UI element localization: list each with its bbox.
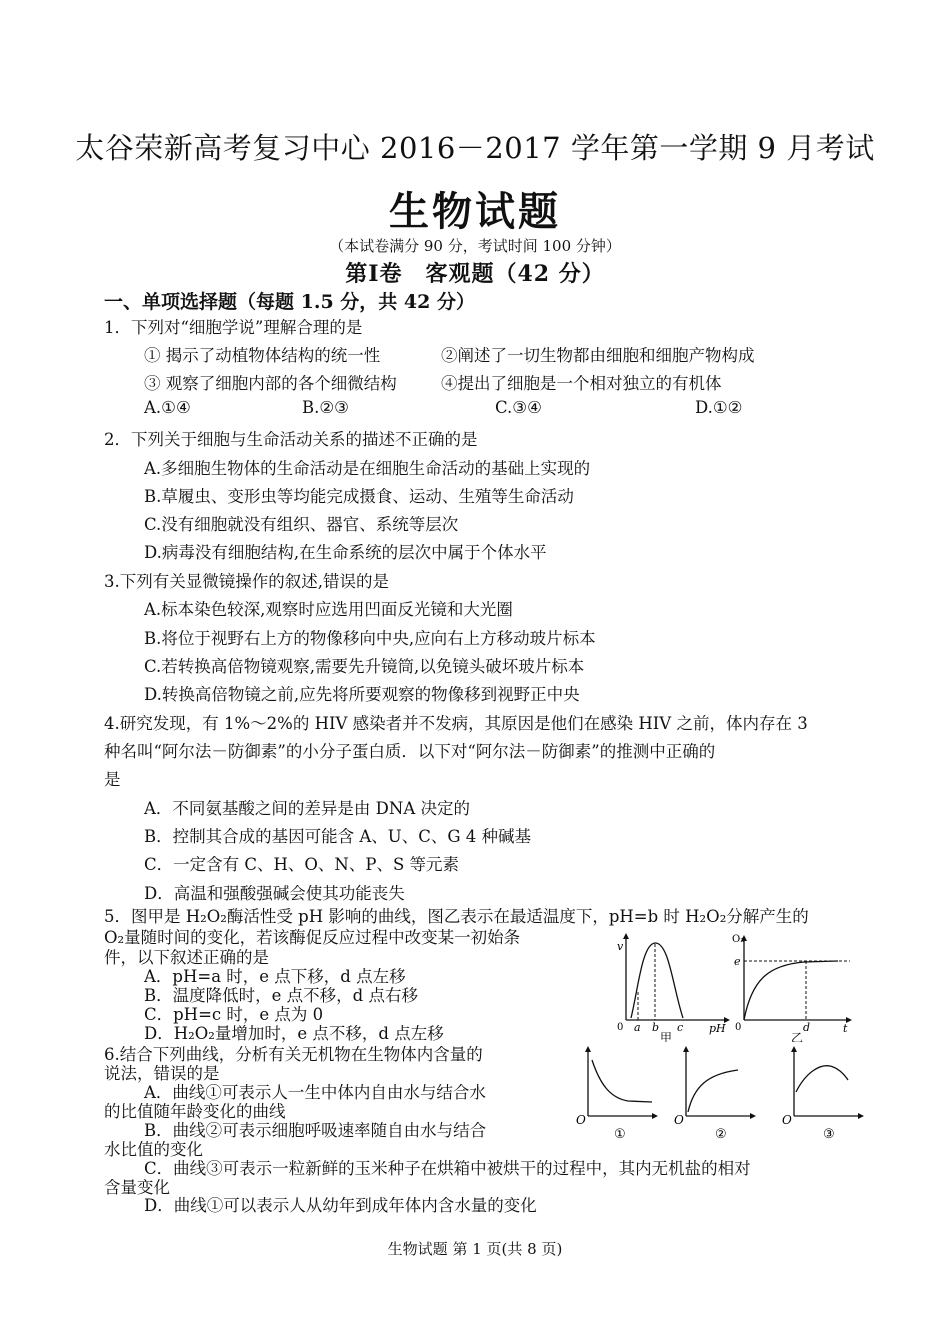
question-stem-line: 种名叫“阿尔法－防御素”的小分子蛋白质．以下对“阿尔法－防御素”的推测中正确的 — [104, 742, 716, 761]
curve1-origin: O — [576, 1113, 586, 1127]
volume-title: 第Ⅰ卷 客观题（42 分） — [345, 261, 605, 287]
option-a: A.①④ — [144, 398, 191, 417]
figure-curves-123 — [572, 1042, 872, 1142]
option-b: B．温度降低时，e 点不移，d 点右移 — [144, 986, 418, 1005]
curve3-label: ③ — [823, 1127, 835, 1142]
option-a: A．pH=a 时，e 点下移，d 点左移 — [144, 967, 406, 986]
option-d: D.①② — [695, 398, 743, 417]
question-stem-line: 件，以下叙述正确的是 — [104, 948, 269, 967]
option-b: B.②③ — [302, 398, 349, 417]
question-stem: 1．下列对“细胞学说”理解合理的是 — [104, 318, 363, 337]
curve1-label: ① — [614, 1127, 626, 1142]
question-stem-line: 6.结合下列曲线，分析有关无机物在生物体内含量的 — [104, 1045, 483, 1064]
option-a: A.标本染色较深,观察时应选用凹面反光镜和大光圈 — [144, 600, 513, 619]
option-a: A.多细胞生物体的生命活动是在细胞生命活动的基础上实现的 — [144, 459, 591, 478]
curve2-origin: O — [674, 1113, 684, 1127]
yi-y-label: O₂ — [732, 934, 745, 945]
option-d: D．H₂O₂量增加时，e 点不移，d 点左移 — [144, 1024, 444, 1043]
option-b: B．控制其合成的基因可能含 A、U、C、G 4 种碱基 — [144, 827, 531, 846]
question-stem-line: 5．图甲是 H₂O₂酶活性受 pH 影响的曲线，图乙表示在最适温度下，pH=b 时 H₂O₂分解产生的 — [104, 907, 809, 926]
option-c-line: 含量变化 — [104, 1178, 170, 1197]
option-b: B.将位于视野右上方的物像移向中央,应向右上方移动玻片标本 — [144, 629, 596, 648]
question-stem-line: 说法，错误的是 — [104, 1064, 220, 1083]
statement: ②阐述了一切生物都由细胞和细胞产物构成 — [441, 346, 755, 365]
option-d: D.转换高倍物镜之前,应先将所要观察的物像移到视野正中央 — [144, 685, 580, 704]
yi-origin: 0 — [735, 1022, 742, 1033]
question-stem-line: O₂量随时间的变化，若该酶促反应过程中改变某一初始条 — [104, 928, 521, 947]
statement: ③ 观察了细胞内部的各个细微结构 — [144, 374, 397, 393]
option-c-line: C．曲线③可表示一粒新鲜的玉米种子在烘箱中被烘干的过程中，其内无机盐的相对 — [144, 1159, 751, 1178]
jia-tick-a: a — [634, 1021, 641, 1034]
yi-e-label: e — [734, 955, 741, 968]
jia-y-label: v — [617, 940, 624, 953]
option-c: C.若转换高倍物镜观察,需要先升镜筒,以免镜头破坏玻片标本 — [144, 657, 585, 676]
figure-jia-ph-curve — [612, 930, 730, 1042]
subject-title: 生物试题 — [389, 188, 561, 235]
curve2-label: ② — [715, 1127, 727, 1142]
option-b: B.草履虫、变形虫等均能完成摄食、运动、生殖等生命活动 — [144, 487, 574, 506]
option-a-line: 的比值随年龄变化的曲线 — [104, 1102, 286, 1121]
option-a: A．不同氨基酸之间的差异是由 DNA 决定的 — [144, 799, 470, 818]
question-stem: 3.下列有关显微镜操作的叙述,错误的是 — [104, 572, 389, 591]
yi-caption: 乙 — [791, 1031, 804, 1042]
exam-header-title: 太谷荣新高考复习中心 2016－2017 学年第一学期 9 月考试 — [75, 131, 875, 165]
option-c: C．pH=c 时，e 点为 0 — [144, 1005, 324, 1024]
question-stem: 2．下列关于细胞与生命活动关系的描述不正确的是 — [104, 430, 478, 449]
statement: ④提出了细胞是一个相对独立的有机体 — [441, 374, 722, 393]
jia-tick-c: c — [677, 1021, 684, 1034]
statement: ① 揭示了动植物体结构的统一性 — [144, 346, 381, 365]
option-c: C.③④ — [495, 398, 542, 417]
page-footer: 生物试题 第 1 页(共 8 页) — [387, 1240, 563, 1258]
option-d: D.病毒没有细胞结构,在生命系统的层次中属于个体水平 — [144, 543, 547, 562]
jia-x-label: pH — [709, 1022, 726, 1035]
jia-caption: 甲 — [660, 1031, 673, 1042]
option-b-line: 水比值的变化 — [104, 1140, 203, 1159]
option-d: D．高温和强酸强碱会使其功能丧失 — [144, 884, 405, 903]
option-c: C.没有细胞就没有组织、器官、系统等层次 — [144, 515, 459, 534]
question-stem-line: 4.研究发现，有 1%～2%的 HIV 感染者并不发病，其原因是他们在感染 HIV 之前，体内存在 3 — [104, 714, 808, 733]
option-a-line: A．曲线①可表示人一生中体内自由水与结合水 — [144, 1083, 486, 1102]
option-c: C．一定含有 C、H、O、N、P、S 等元素 — [144, 855, 459, 874]
option-d: D．曲线①可以表示人从幼年到成年体内含水量的变化 — [144, 1196, 537, 1215]
jia-tick-b: b — [652, 1021, 660, 1034]
section-heading: 一、单项选择题（每题 1.5 分，共 42 分） — [104, 291, 475, 313]
jia-origin: 0 — [617, 1022, 624, 1033]
yi-d-label: d — [803, 1021, 811, 1034]
figure-yi-o2-curve — [730, 930, 855, 1042]
curve3-origin: O — [782, 1113, 792, 1127]
exam-note: （本试卷满分 90 分，考试时间 100 分钟） — [329, 237, 621, 255]
question-stem-line: 是 — [104, 770, 121, 789]
option-b-line: B．曲线②可表示细胞呼吸速率随自由水与结合 — [144, 1121, 487, 1140]
yi-x-label: t — [843, 1022, 848, 1035]
